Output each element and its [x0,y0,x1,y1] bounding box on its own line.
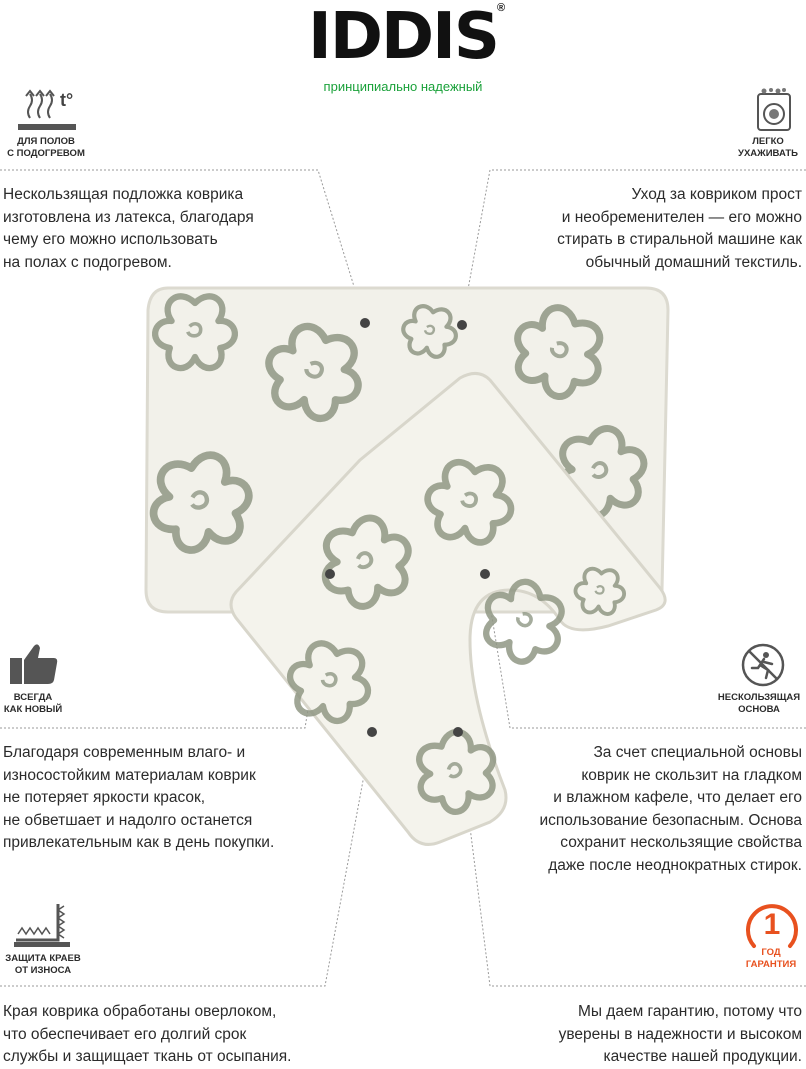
edge-protection-label: ЗАЩИТА КРАЕВ ОТ ИЗНОСА [5,953,81,976]
edge-protection-text: Края коврика обработаны оверлоком, что обеспечивает его долгий срок службы и защищает ткань от осыпания. [3,1003,292,1065]
thumbs-up-icon [8,642,60,686]
brand-logo: IDDIS [308,0,498,74]
svg-text:t°: t° [60,90,74,110]
like-new-label: ВСЕГДА КАК НОВЫЙ [3,692,63,715]
warranty-text: Мы даем гарантию, потому что уверены в надежности и высоком качестве нашей продукции. [558,1003,802,1065]
non-slip-text: За счет специальной основы коврик не скользит на гладком и влажном кафеле, что делает его использование безопасным. Основа сохранит нескользящие свойства даже после неоднократных стирок. [539,744,802,874]
washing-machine-icon [754,88,794,132]
edge-protection-icon [10,900,72,950]
heated-floor-label: ДЛЯ ПОЛОВ С ПОДОГРЕВОМ [7,136,85,159]
non-slip-icon [740,642,786,688]
easy-care-text: Уход за ковриком прост и необременителен — его можно стирать в стиральной машине как обычный домашний текстиль. [557,186,802,271]
warranty-label: ГОД ГАРАНТИЯ [745,947,797,970]
like-new-text: Благодаря современным влаго- и износостойким материалам коврик не потеряет яркости красок, не обветшает и надолго останется привлекательным как в день покупки. [3,744,275,851]
warranty-number: 1 [763,908,781,941]
non-slip-label: НЕСКОЛЬЗЯЩАЯ ОСНОВА [717,692,801,715]
brand-tagline: принципиально надежный [323,79,483,94]
registered-mark: ® [497,2,506,14]
heated-floor-icon [12,86,82,134]
easy-care-label: ЛЕГКО УХАЖИВАТЬ [738,136,798,159]
heated-floor-text: Нескользящая подложка коврика изготовлена из латекса, благодаря чему его можно использовать на полах с подогревом. [3,186,254,271]
